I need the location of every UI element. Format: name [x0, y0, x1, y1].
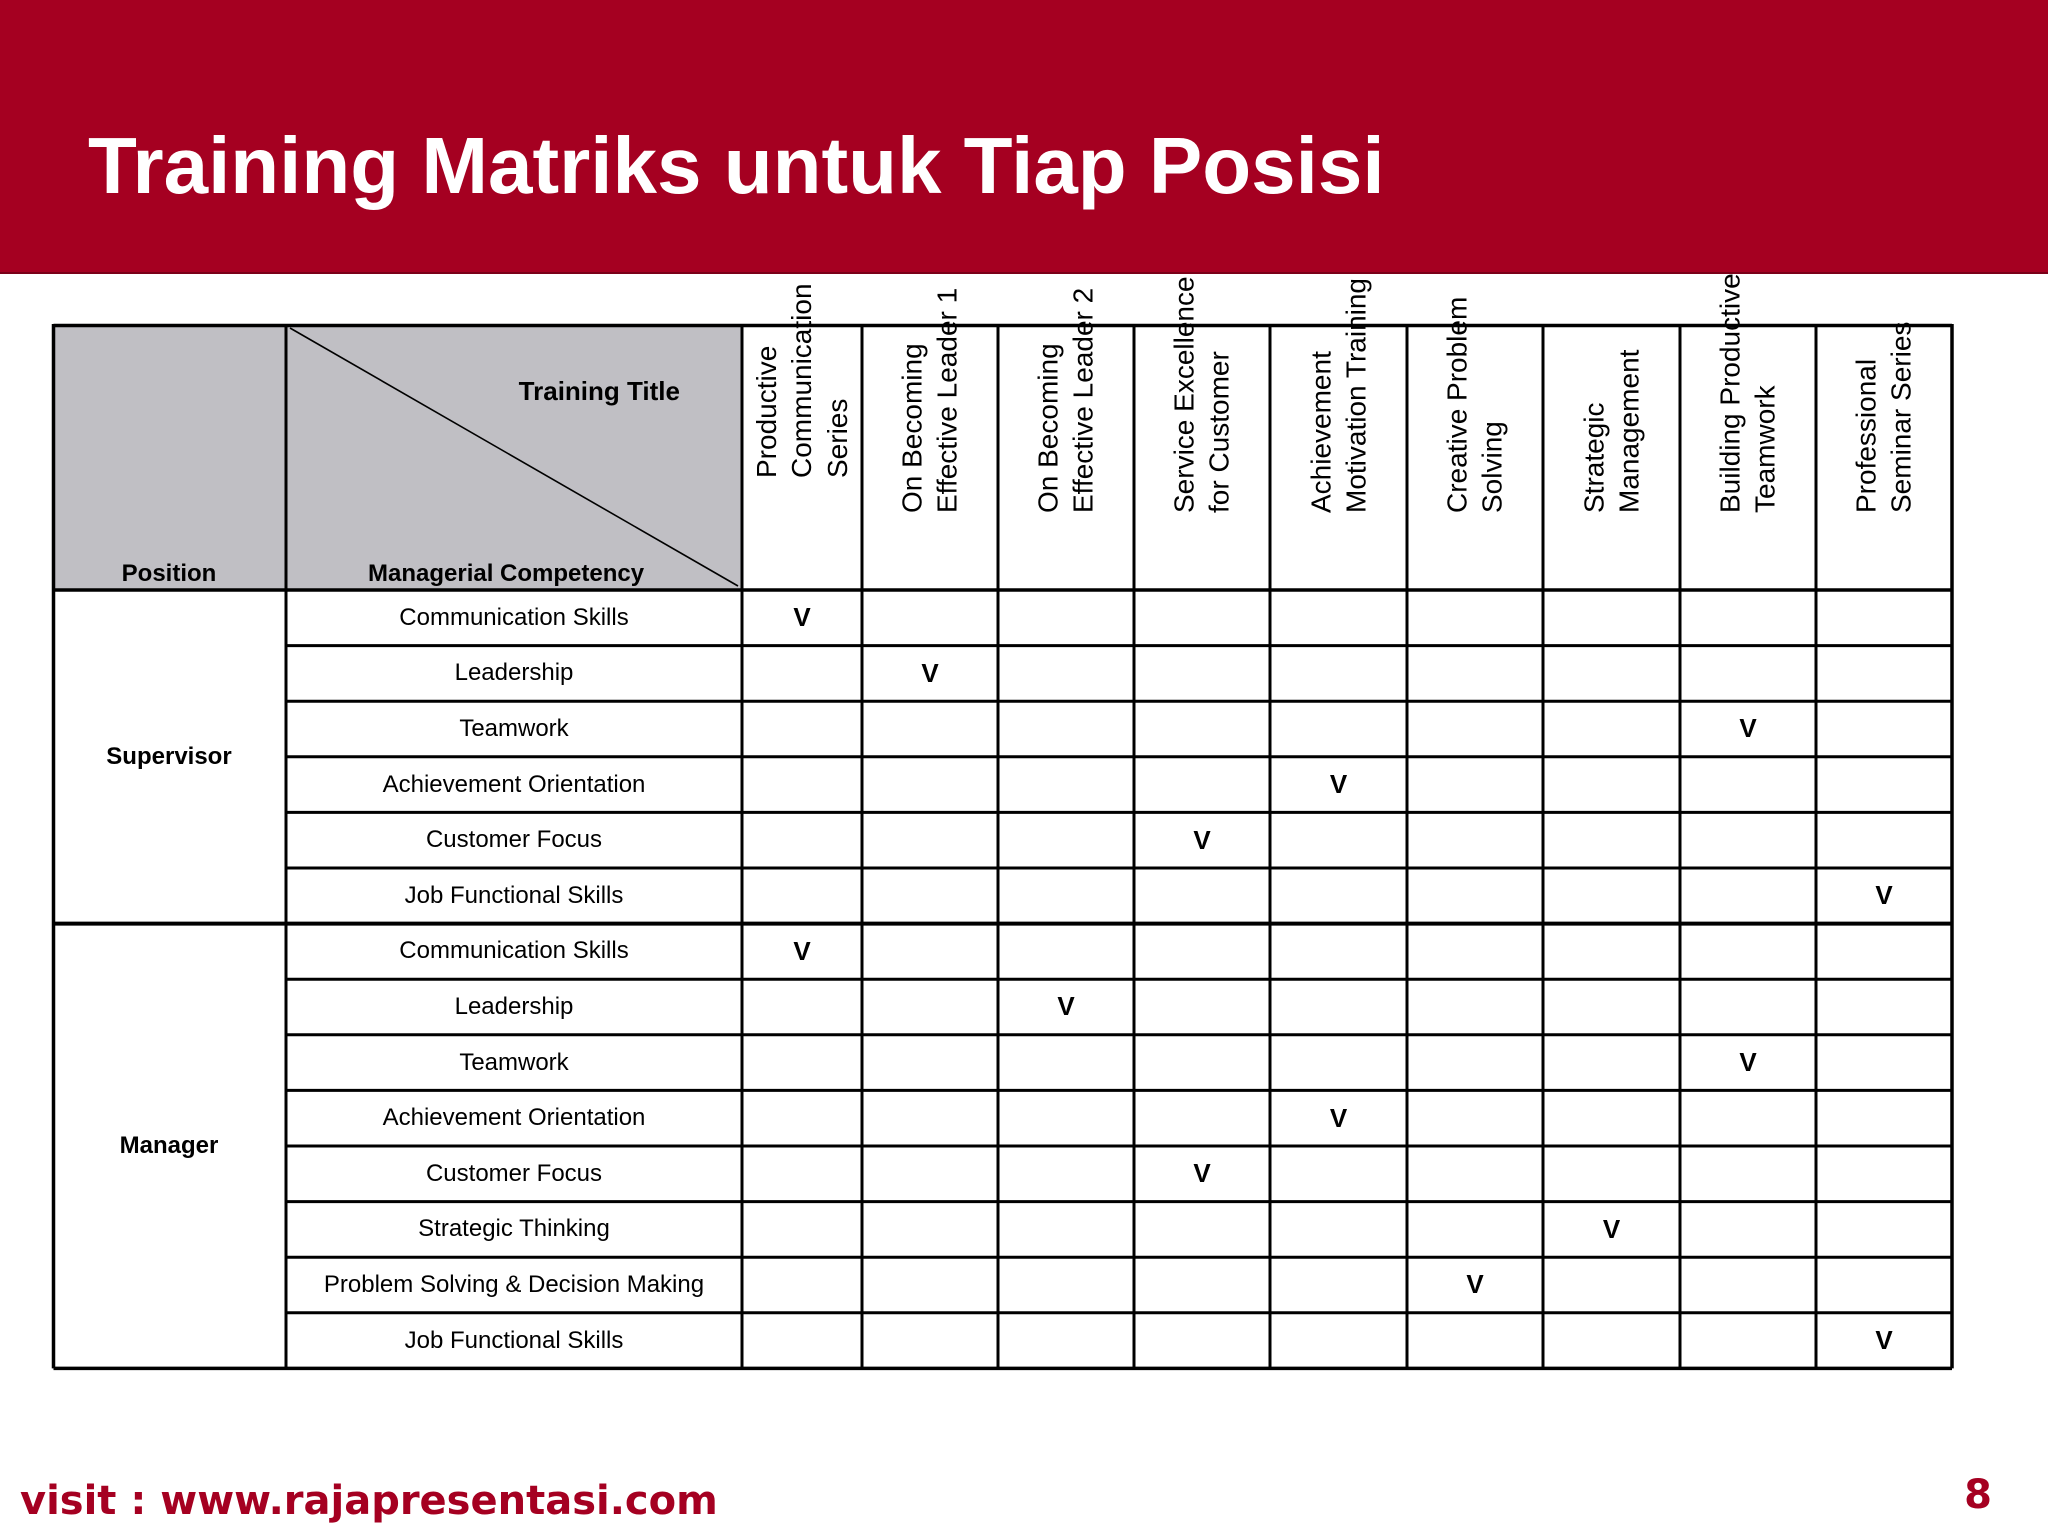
training-checkmark: V [1193, 824, 1211, 855]
training-title: On Becoming Effective Leader 1 [896, 288, 963, 514]
training-checkmark: V [793, 935, 811, 966]
training-matrix-table [52, 273, 1954, 1369]
training-title: Strategic Management [1578, 350, 1645, 514]
training-checkmark: V [1875, 880, 1893, 911]
training-checkmark: V [1739, 713, 1757, 744]
training-title: Productive Communication Series [751, 283, 853, 479]
position-supervisor: Supervisor [106, 742, 232, 770]
training-title: Building Productive Teamwork [1714, 273, 1781, 514]
training-title: Service Excellence for Customer [1168, 276, 1235, 514]
competency-cell: Customer Focus [425, 1159, 603, 1187]
training-title: Achievement Motivation Training [1305, 278, 1372, 514]
training-checkmark: V [1602, 1213, 1621, 1244]
training-checkmark: V [1329, 769, 1348, 800]
competency-cell: Leadership [454, 992, 574, 1020]
position-header: Position [52, 324, 286, 590]
training-checkmark: V [1739, 1047, 1757, 1078]
training-checkmark: V [1329, 1102, 1348, 1133]
training-title-label: Training Title [518, 376, 680, 406]
training-checkmark: V [921, 657, 939, 688]
table-grid-lines [52, 324, 1954, 1369]
position-manager: Manager [119, 1131, 219, 1159]
managerial-competency-label: Managerial Competency [368, 560, 645, 587]
competency-cell: Teamwork [459, 714, 569, 742]
training-title: On Becoming Effective Leader 2 [1032, 288, 1099, 514]
diagonal-line [290, 328, 738, 586]
competency-cell: Teamwork [459, 1048, 569, 1076]
training-checkmark: V [1193, 1158, 1211, 1189]
competency-cell: Strategic Thinking [418, 1215, 610, 1243]
competency-cell: Job Functional Skills [404, 881, 624, 909]
competency-cell: Leadership [454, 659, 574, 687]
competency-cell: Job Functional Skills [404, 1326, 624, 1354]
title-bar [0, 0, 2048, 274]
competency-cell: Achievement Orientation [382, 770, 646, 798]
competency-cell: Achievement Orientation [382, 1104, 646, 1132]
training-checkmark: V [1057, 991, 1075, 1022]
training-checkmark: V [1466, 1269, 1484, 1300]
slide-title: Training Matriks untuk Tiap Posisi [88, 121, 1385, 210]
competency-cell: Communication Skills [399, 603, 629, 631]
training-title: Professional Seminar Series [1850, 322, 1917, 514]
training-checkmark: V [1875, 1325, 1893, 1356]
page-number: 8 [1964, 1472, 1992, 1518]
training-title: Creative Problem Solving [1441, 297, 1508, 514]
training-checkmark: V [793, 602, 811, 633]
competency-cell: Customer Focus [425, 826, 603, 854]
competency-cell: Problem Solving & Decision Making [323, 1270, 705, 1298]
footer-url: visit : www.rajapresentasi.com [20, 1478, 718, 1524]
competency-cell: Communication Skills [399, 937, 629, 965]
